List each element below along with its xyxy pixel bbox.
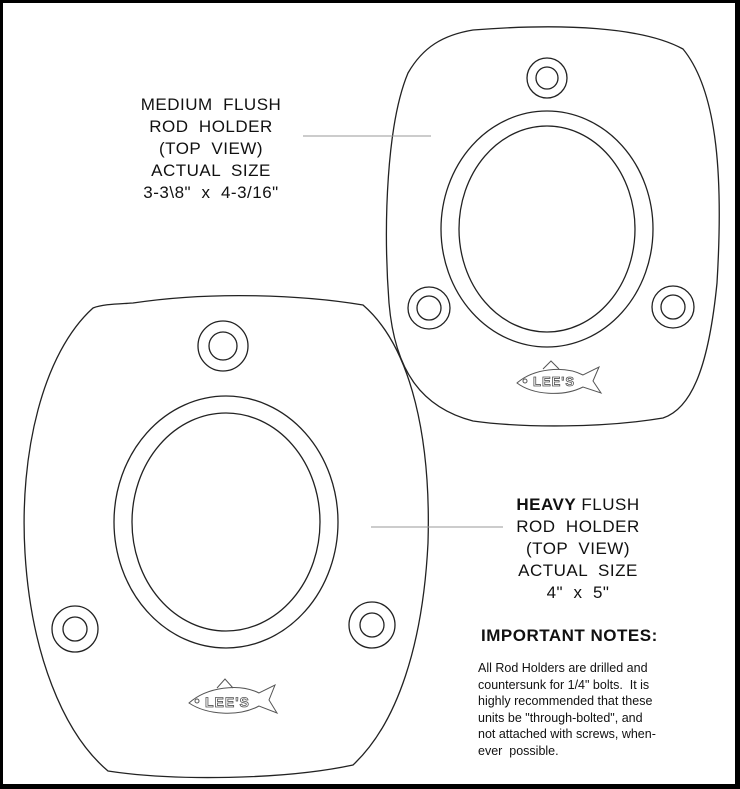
heavy-label-line-5: 4" x 5" xyxy=(546,583,610,602)
notes-line-4: units be "through-bolted", and xyxy=(478,710,643,725)
notes-line-3: highly recommended that these xyxy=(478,694,653,708)
heavy-label-bold: HEAVY xyxy=(516,495,577,514)
important-notes-body xyxy=(478,660,693,759)
medium-label-line-1: MEDIUM FLUSH xyxy=(140,95,282,114)
medium-fish-logo xyxy=(517,361,601,393)
medium-bolt-hole-left-outer xyxy=(408,287,450,329)
medium-label-line-5: 3-3\8" x 4-3/16" xyxy=(143,183,279,202)
heavy-label-rest: FLUSH xyxy=(576,495,640,514)
medium-holder-label xyxy=(121,94,301,204)
medium-logo-text: LEE'S xyxy=(533,374,576,389)
heavy-inner-ring xyxy=(132,413,320,631)
notes-line-2: countersunk for 1/4" bolts. It is xyxy=(478,677,650,692)
diagram-sheet xyxy=(3,3,735,784)
medium-bolt-hole-right-outer xyxy=(652,286,694,328)
notes-line-1: All Rod Holders are drilled and xyxy=(478,661,648,675)
medium-label-line-4: ACTUAL SIZE xyxy=(151,161,271,180)
heavy-outer-ring xyxy=(114,396,338,648)
notes-line-5: not attached with screws, when- xyxy=(478,727,656,741)
medium-label-line-3: (TOP VIEW) xyxy=(158,139,264,158)
heavy-bolt-hole-right-outer xyxy=(349,602,395,648)
heavy-holder-label xyxy=(493,494,663,604)
notes-line-6: ever possible. xyxy=(478,743,559,758)
heavy-label-line-3: (TOP VIEW) xyxy=(525,539,631,558)
heavy-bolt-hole-right-inner xyxy=(360,613,384,637)
heavy-bolt-hole-top-outer xyxy=(198,321,248,371)
heavy-label-line-1 xyxy=(493,494,663,516)
medium-bolt-hole-top-outer xyxy=(527,58,567,98)
medium-inner-ring xyxy=(459,126,635,332)
medium-rod-holder xyxy=(386,27,719,426)
heavy-label-line-2: ROD HOLDER xyxy=(516,517,640,536)
heavy-label-line-4: ACTUAL SIZE xyxy=(518,561,638,580)
heavy-fish-logo xyxy=(189,679,277,713)
heavy-bolt-hole-top-inner xyxy=(209,332,237,360)
medium-bolt-hole-right-inner xyxy=(661,295,685,319)
heavy-bolt-hole-left-inner xyxy=(63,617,87,641)
medium-outer-ring xyxy=(441,111,653,347)
medium-bolt-hole-left-inner xyxy=(417,296,441,320)
heavy-bolt-hole-left-outer xyxy=(52,606,98,652)
important-notes-title: IMPORTANT NOTES: xyxy=(481,626,658,645)
medium-label-line-2: ROD HOLDER xyxy=(149,117,273,136)
heavy-logo-text: LEE'S xyxy=(205,694,250,710)
medium-bolt-hole-top-inner xyxy=(536,67,558,89)
